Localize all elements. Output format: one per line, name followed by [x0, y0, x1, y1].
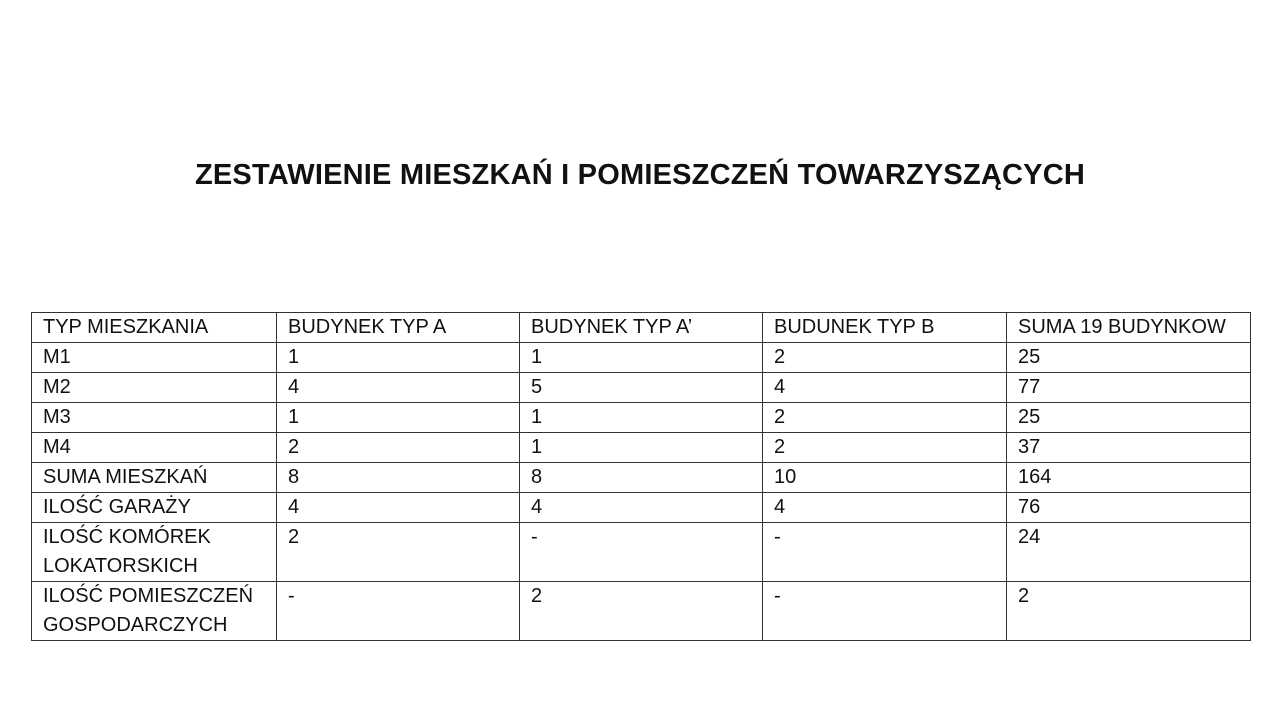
- table-cell: 1: [520, 433, 763, 463]
- table-row: [32, 403, 1251, 433]
- table-cell: 4: [277, 373, 520, 403]
- row-label-cell: ILOŚĆ POMIESZCZEŃ GOSPODARCZYCH: [32, 582, 277, 641]
- table-row: [32, 523, 1251, 582]
- table-cell: 2: [763, 433, 1007, 463]
- table-cell: 76: [1007, 493, 1251, 523]
- table-header-row: [32, 313, 1251, 343]
- table-cell: 24: [1007, 523, 1251, 582]
- column-header-budynek-typ-a: BUDYNEK TYP A: [277, 313, 520, 343]
- table-cell: 37: [1007, 433, 1251, 463]
- summary-table: [31, 312, 1251, 641]
- table-cell: 10: [763, 463, 1007, 493]
- table-cell: 1: [520, 403, 763, 433]
- column-header-budynek-typ-a-prime: BUDYNEK TYP A’: [520, 313, 763, 343]
- table-row: [32, 582, 1251, 641]
- table-cell: -: [763, 523, 1007, 582]
- table-cell: 4: [763, 493, 1007, 523]
- table-row: [32, 433, 1251, 463]
- table-cell: 4: [763, 373, 1007, 403]
- table-cell: -: [277, 582, 520, 641]
- table-cell: 5: [520, 373, 763, 403]
- row-label-cell: M3: [32, 403, 277, 433]
- column-header-typ-mieszkania: TYP MIESZKANIA: [32, 313, 277, 343]
- row-label-cell: ILOŚĆ KOMÓREK LOKATORSKICH: [32, 523, 277, 582]
- table-cell: 2: [277, 433, 520, 463]
- table-cell: 1: [520, 343, 763, 373]
- table-cell: 1: [277, 403, 520, 433]
- table-cell: 77: [1007, 373, 1251, 403]
- row-label-cell: M1: [32, 343, 277, 373]
- table-cell: 2: [763, 403, 1007, 433]
- table-cell: -: [520, 523, 763, 582]
- page-title: ZESTAWIENIE MIESZKAŃ I POMIESZCZEŃ TOWARZYSZĄCYCH: [194, 159, 1086, 191]
- table-cell: -: [763, 582, 1007, 641]
- table-cell: 25: [1007, 403, 1251, 433]
- row-label-cell: M4: [32, 433, 277, 463]
- table-cell: 2: [1007, 582, 1251, 641]
- table-cell: 4: [277, 493, 520, 523]
- table-cell: 1: [277, 343, 520, 373]
- table-cell: 8: [520, 463, 763, 493]
- table-cell: 25: [1007, 343, 1251, 373]
- column-header-suma-19-budynkow: SUMA 19 BUDYNKOW: [1007, 313, 1251, 343]
- table-cell: 2: [520, 582, 763, 641]
- table-cell: 8: [277, 463, 520, 493]
- table-cell: 2: [277, 523, 520, 582]
- table-row: [32, 493, 1251, 523]
- table-cell: 164: [1007, 463, 1251, 493]
- table-row: [32, 343, 1251, 373]
- table-cell: 2: [763, 343, 1007, 373]
- row-label-cell: M2: [32, 373, 277, 403]
- row-label-cell: SUMA MIESZKAŃ: [32, 463, 277, 493]
- row-label-cell: ILOŚĆ GARAŻY: [32, 493, 277, 523]
- column-header-budunek-typ-b: BUDUNEK TYP B: [763, 313, 1007, 343]
- table-row: [32, 373, 1251, 403]
- table-row: [32, 463, 1251, 493]
- table-cell: 4: [520, 493, 763, 523]
